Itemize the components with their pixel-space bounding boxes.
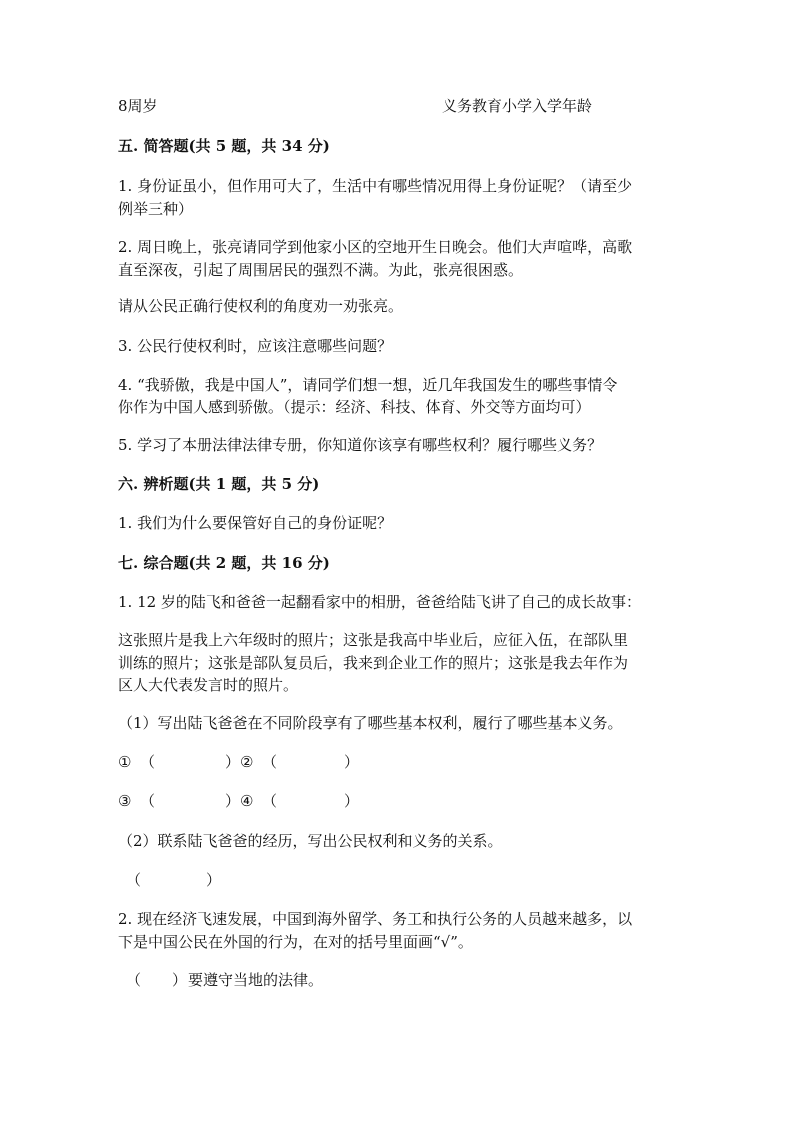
blank-5-close-paren: ）: [206, 871, 222, 889]
question-5-2-line-2: 直至深夜，引起了周围居民的强烈不满。为此，张亮很困惑。: [118, 261, 524, 279]
blank-4-open-paren: （: [262, 792, 278, 810]
judgment-close-paren: ）: [172, 971, 188, 989]
answer-blank-row-1: [118, 750, 418, 774]
blank-marker-4: ④: [240, 792, 254, 810]
blank-4-close-paren: ）: [344, 792, 360, 810]
question-5-5: 5. 学习了本册法律法律专册，你知道你该享有哪些权利？履行哪些义务？: [118, 436, 603, 454]
question-5-1-line-2: 例举三种）: [118, 200, 194, 218]
question-6-1: 1. 我们为什么要保管好自己的身份证呢？: [118, 514, 393, 532]
section-five-heading: 五. 简答题(共 5 题，共 34 分): [118, 137, 330, 155]
answer-blank-row-3: [118, 868, 418, 892]
blank-2-close-paren: ）: [344, 753, 360, 771]
answer-description: 义务教育小学入学年龄: [442, 97, 593, 115]
judgment-statement: 要遵守当地的法律。: [188, 971, 324, 989]
question-7-2-line-2: 下是中国公民在外国的行为，在对的括号里面画“√”。: [118, 933, 473, 951]
question-5-2-line-3: 请从公民正确行使权利的角度劝一劝张亮。: [118, 297, 404, 315]
question-7-1-subquestion-2: （2）联系陆飞爸爸的经历，写出公民权利和义务的关系。: [118, 832, 503, 850]
question-7-1-story-line-1: 这张照片是我上六年级时的照片；这张是我高中毕业后，应征入伍，在部队里: [118, 631, 629, 649]
question-5-3: 3. 公民行使权利时，应该注意哪些问题？: [118, 337, 393, 355]
blank-marker-3: ③: [118, 792, 132, 810]
judgment-item-1: [118, 968, 418, 992]
blank-marker-1: ①: [118, 753, 132, 771]
answer-blank-row-2: [118, 789, 418, 813]
question-7-1-intro: 1. 12 岁的陆飞和爸爸一起翻看家中的相册，爸爸给陆飞讲了自己的成长故事：: [118, 593, 641, 611]
question-7-1-story-line-3: 区人大代表发言时的照片。: [118, 676, 299, 694]
blank-1-close-paren: ）: [225, 753, 241, 771]
question-5-4-line-2: 你作为中国人感到骄傲。（提示：经济、科技、体育、外交等方面均可）: [118, 398, 591, 416]
question-7-1-subquestion-1: （1）写出陆飞爸爸在不同阶段享有了哪些基本权利，履行了哪些基本义务。: [118, 714, 623, 732]
blank-3-open-paren: （: [140, 792, 156, 810]
question-7-2-line-1: 2. 现在经济飞速发展，中国到海外留学、务工和执行公务的人员越来越多，以: [118, 910, 633, 928]
blank-5-open-paren: （: [126, 871, 142, 889]
question-5-1-line-1: 1. 身份证虽小，但作用可大了，生活中有哪些情况用得上身份证呢？（请至少: [118, 177, 633, 195]
question-7-1-story-line-2: 训练的照片；这张是部队复员后，我来到企业工作的照片；这张是我去年作为: [118, 654, 629, 672]
section-seven-heading: 七. 综合题(共 2 题，共 16 分): [118, 554, 330, 572]
blank-marker-2: ②: [240, 753, 254, 771]
question-5-4-line-1: 4. “我骄傲，我是中国人”，请同学们想一想，近几年我国发生的哪些事情令: [118, 376, 618, 394]
section-six-heading: 六. 辨析题(共 1 题，共 5 分): [118, 475, 320, 493]
answer-age: 8周岁: [118, 97, 158, 115]
blank-2-open-paren: （: [262, 753, 278, 771]
blank-3-close-paren: ）: [225, 792, 241, 810]
blank-1-open-paren: （: [140, 753, 156, 771]
question-5-2-line-1: 2. 周日晚上，张亮请同学到他家小区的空地开生日晚会。他们大声喧哗，高歌: [118, 238, 633, 256]
judgment-open-paren: （: [126, 971, 142, 989]
